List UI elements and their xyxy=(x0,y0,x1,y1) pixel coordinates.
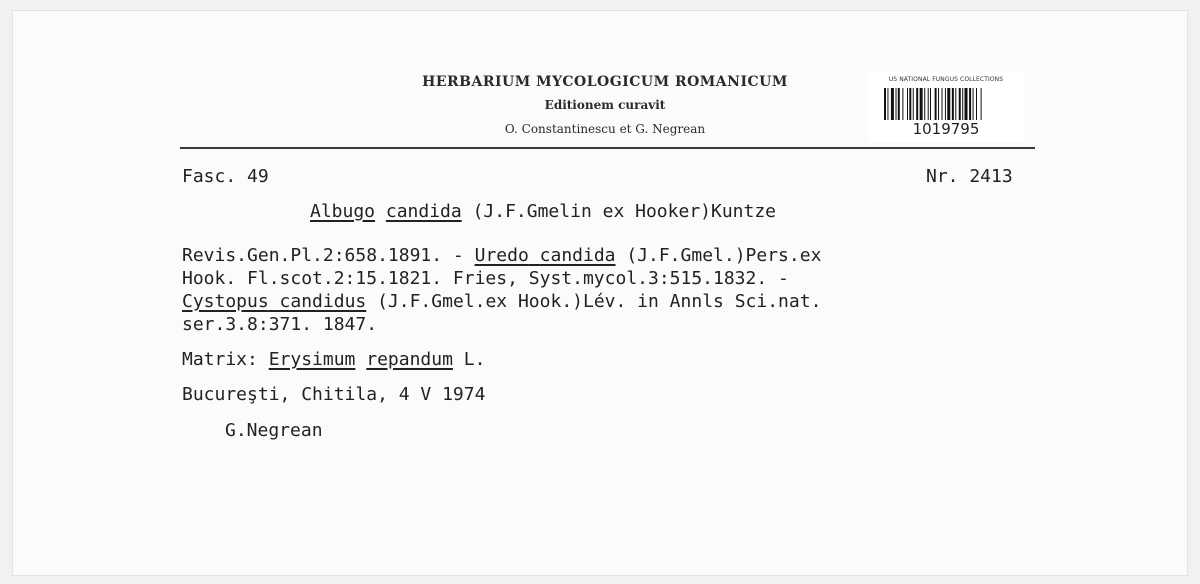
host-species: repandum xyxy=(366,349,453,370)
header-divider xyxy=(180,147,1035,149)
herbarium-title: HERBARIUM MYCOLOGICUM ROMANICUM xyxy=(422,74,788,90)
locality-line: Bucureşti, Chitila, 4 V 1974 xyxy=(182,384,486,405)
synonymy-line-1 xyxy=(182,245,821,267)
synonymy-text: Revis.Gen.Pl.2:658.1891. - xyxy=(182,245,475,266)
matrix-label: Matrix: xyxy=(182,349,269,370)
barcode-sticker xyxy=(868,72,1024,142)
barcode-caption: US NATIONAL FUNGUS COLLECTIONS xyxy=(888,76,1004,83)
host-genus: Erysimum xyxy=(268,349,356,370)
synonymy-line-4: ser.3.8:371. 1847. xyxy=(182,314,378,335)
matrix-line xyxy=(182,349,485,371)
barcode-number: 1019795 xyxy=(912,120,980,138)
synonymy-line-3 xyxy=(182,291,821,313)
synonym-genus: Uredo xyxy=(474,245,529,266)
synonymy-line-2: Hook. Fl.scot.2:15.1821. Fries, Syst.mycol.3:515.1832. - xyxy=(182,268,789,289)
barcode-icon xyxy=(884,88,1012,120)
synonym-genus: Cystopus xyxy=(182,291,269,312)
taxon-name xyxy=(310,201,776,223)
synonym-species: candidus xyxy=(279,291,367,312)
synonym-species: candida xyxy=(539,245,616,266)
synonym-space xyxy=(269,291,280,312)
synonym-space xyxy=(529,245,540,266)
taxon-genus: Albugo xyxy=(310,201,376,222)
taxon-author: (J.F.Gmelin ex Hooker)Kuntze xyxy=(472,201,777,222)
herbarium-subtitle: Editionem curavit xyxy=(544,98,666,112)
synonymy-text: (J.F.Gmel.)Pers.ex xyxy=(615,245,822,266)
host-author: L. xyxy=(452,349,486,370)
specimen-number: Nr. 2413 xyxy=(926,166,1013,187)
collector-line: G.Negrean xyxy=(225,420,323,441)
taxon-species: candida xyxy=(385,201,462,222)
herbarium-editors: O. Constantinescu et G. Negrean xyxy=(504,122,706,136)
fascicle-number: Fasc. 49 xyxy=(182,166,269,187)
synonymy-text: (J.F.Gmel.ex Hook.)Lév. in Annls Sci.nat. xyxy=(366,291,822,312)
